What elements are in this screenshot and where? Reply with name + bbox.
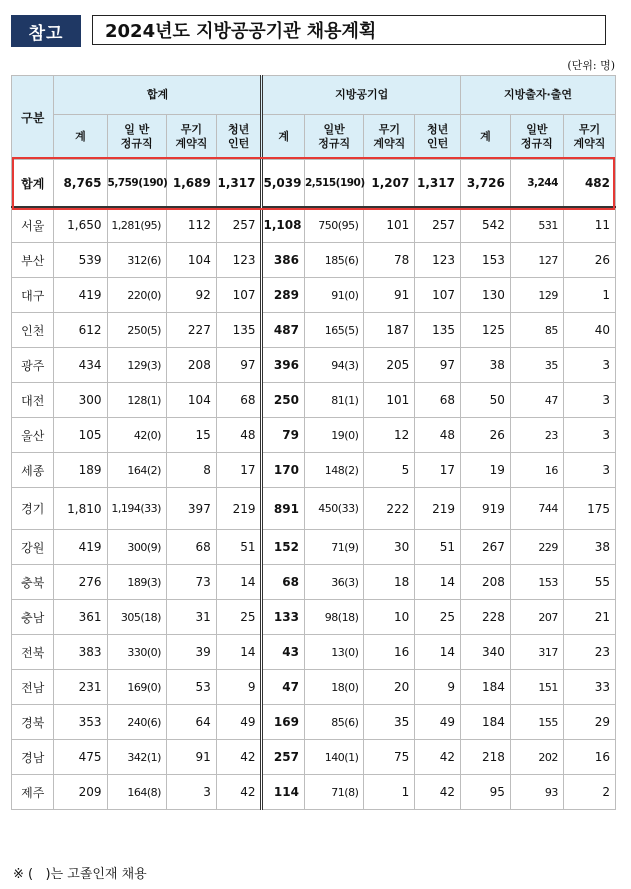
cell-t-con: 208: [166, 348, 216, 383]
cell-t-int: 1,317: [216, 160, 262, 208]
col-enterprise-contract: 무기 계약직: [364, 115, 415, 160]
cell-e-reg: 750(95): [304, 207, 363, 243]
cell-a-con: 40: [563, 313, 615, 348]
cell-e-sum: 68: [262, 565, 304, 600]
cell-e-sum: 47: [262, 670, 304, 705]
cell-t-reg: 164(2): [107, 453, 166, 488]
cell-e-con: 222: [364, 488, 415, 530]
cell-a-con: 16: [563, 740, 615, 775]
cell-e-reg: 94(3): [304, 348, 363, 383]
cell-e-sum: 43: [262, 635, 304, 670]
cell-e-int: 14: [415, 635, 461, 670]
col-total-sum: 계: [54, 115, 107, 160]
cell-t-int: 257: [216, 207, 262, 243]
table-row: [12, 600, 616, 635]
cell-a-reg: 23: [510, 418, 563, 453]
cell-e-con: 101: [364, 207, 415, 243]
cell-e-sum: 250: [262, 383, 304, 418]
cell-t-sum: 353: [54, 705, 107, 740]
cell-t-reg: 164(8): [107, 775, 166, 810]
col-enterprise-intern: 청년 인턴: [415, 115, 461, 160]
cell-e-reg: 85(6): [304, 705, 363, 740]
cell-t-sum: 209: [54, 775, 107, 810]
cell-e-sum: 133: [262, 600, 304, 635]
cell-e-int: 25: [415, 600, 461, 635]
cell-a-reg: 207: [510, 600, 563, 635]
cell-t-reg: 342(1): [107, 740, 166, 775]
cell-e-int: 51: [415, 530, 461, 565]
table-row: [12, 383, 616, 418]
cell-a-reg: 229: [510, 530, 563, 565]
cell-t-con: 68: [166, 530, 216, 565]
cell-t-reg: 189(3): [107, 565, 166, 600]
cell-t-con: 91: [166, 740, 216, 775]
region-cell: 전북: [12, 635, 54, 670]
cell-t-reg: 1,194(33): [107, 488, 166, 530]
cell-a-sum: 50: [460, 383, 510, 418]
region-cell: 경기: [12, 488, 54, 530]
cell-e-int: 48: [415, 418, 461, 453]
cell-t-reg: 312(6): [107, 243, 166, 278]
cell-t-reg: 300(9): [107, 530, 166, 565]
region-cell: 충남: [12, 600, 54, 635]
cell-e-sum: 152: [262, 530, 304, 565]
col-enterprise-sum: 계: [262, 115, 304, 160]
region-cell: 세종: [12, 453, 54, 488]
table-row: [12, 705, 616, 740]
cell-e-sum: 396: [262, 348, 304, 383]
cell-t-con: 64: [166, 705, 216, 740]
cell-a-con: 1: [563, 278, 615, 313]
cell-t-int: 48: [216, 418, 262, 453]
col-agency-sum: 계: [460, 115, 510, 160]
cell-e-reg: 140(1): [304, 740, 363, 775]
cell-e-int: 123: [415, 243, 461, 278]
cell-e-int: 219: [415, 488, 461, 530]
cell-e-con: 1: [364, 775, 415, 810]
cell-a-reg: 155: [510, 705, 563, 740]
region-cell: 제주: [12, 775, 54, 810]
cell-a-sum: 228: [460, 600, 510, 635]
cell-t-int: 97: [216, 348, 262, 383]
cell-e-reg: 13(0): [304, 635, 363, 670]
region-cell: 강원: [12, 530, 54, 565]
cell-e-con: 12: [364, 418, 415, 453]
cell-t-sum: 612: [54, 313, 107, 348]
cell-a-reg: 35: [510, 348, 563, 383]
cell-e-con: 205: [364, 348, 415, 383]
table-row: [12, 418, 616, 453]
cell-t-con: 53: [166, 670, 216, 705]
cell-a-reg: 129: [510, 278, 563, 313]
cell-a-sum: 95: [460, 775, 510, 810]
cell-e-reg: 450(33): [304, 488, 363, 530]
cell-e-int: 14: [415, 565, 461, 600]
cell-a-con: 21: [563, 600, 615, 635]
col-region-header: 구분: [12, 76, 54, 160]
cell-a-reg: 85: [510, 313, 563, 348]
cell-a-con: 3: [563, 418, 615, 453]
cell-e-reg: 165(5): [304, 313, 363, 348]
cell-t-con: 112: [166, 207, 216, 243]
cell-e-int: 97: [415, 348, 461, 383]
cell-a-sum: 919: [460, 488, 510, 530]
cell-a-sum: 340: [460, 635, 510, 670]
region-cell: 전남: [12, 670, 54, 705]
cell-e-con: 78: [364, 243, 415, 278]
cell-t-sum: 434: [54, 348, 107, 383]
table-row: [12, 488, 616, 530]
hiring-plan-table: [11, 75, 616, 810]
cell-a-reg: 93: [510, 775, 563, 810]
cell-e-reg: 91(0): [304, 278, 363, 313]
cell-a-sum: 267: [460, 530, 510, 565]
cell-a-con: 2: [563, 775, 615, 810]
cell-t-reg: 42(0): [107, 418, 166, 453]
cell-e-reg: 36(3): [304, 565, 363, 600]
cell-t-int: 68: [216, 383, 262, 418]
region-cell: 충북: [12, 565, 54, 600]
cell-t-sum: 475: [54, 740, 107, 775]
cell-t-sum: 231: [54, 670, 107, 705]
cell-t-sum: 419: [54, 530, 107, 565]
cell-a-con: 29: [563, 705, 615, 740]
cell-e-reg: 81(1): [304, 383, 363, 418]
cell-e-con: 16: [364, 635, 415, 670]
cell-a-con: 3: [563, 453, 615, 488]
cell-e-sum: 79: [262, 418, 304, 453]
region-cell: 서울: [12, 207, 54, 243]
table-row: [12, 313, 616, 348]
cell-t-int: 42: [216, 775, 262, 810]
cell-t-con: 73: [166, 565, 216, 600]
cell-a-sum: 208: [460, 565, 510, 600]
cell-t-con: 227: [166, 313, 216, 348]
cell-t-sum: 1,650: [54, 207, 107, 243]
table-row: [12, 775, 616, 810]
cell-a-con: 11: [563, 207, 615, 243]
cell-a-sum: 184: [460, 705, 510, 740]
cell-t-int: 135: [216, 313, 262, 348]
cell-e-sum: 169: [262, 705, 304, 740]
cell-t-reg: 220(0): [107, 278, 166, 313]
cell-a-sum: 3,726: [460, 160, 510, 208]
cell-t-sum: 276: [54, 565, 107, 600]
cell-t-sum: 539: [54, 243, 107, 278]
cell-a-sum: 38: [460, 348, 510, 383]
cell-a-sum: 26: [460, 418, 510, 453]
region-cell: 울산: [12, 418, 54, 453]
cell-t-reg: 330(0): [107, 635, 166, 670]
cell-t-con: 3: [166, 775, 216, 810]
cell-t-int: 51: [216, 530, 262, 565]
cell-t-con: 104: [166, 383, 216, 418]
cell-t-reg: 5,759(190): [107, 160, 166, 208]
cell-t-con: 8: [166, 453, 216, 488]
col-enterprise-regular: 일반 정규직: [304, 115, 363, 160]
cell-e-sum: 5,039: [262, 160, 304, 208]
cell-a-con: 26: [563, 243, 615, 278]
cell-e-sum: 386: [262, 243, 304, 278]
region-cell: 경북: [12, 705, 54, 740]
cell-a-sum: 153: [460, 243, 510, 278]
cell-t-con: 15: [166, 418, 216, 453]
cell-e-reg: 148(2): [304, 453, 363, 488]
cell-e-con: 20: [364, 670, 415, 705]
cell-a-sum: 184: [460, 670, 510, 705]
cell-a-reg: 317: [510, 635, 563, 670]
cell-t-sum: 300: [54, 383, 107, 418]
cell-t-reg: 305(18): [107, 600, 166, 635]
cell-t-int: 107: [216, 278, 262, 313]
cell-e-int: 1,317: [415, 160, 461, 208]
cell-e-con: 101: [364, 383, 415, 418]
cell-e-sum: 114: [262, 775, 304, 810]
cell-e-reg: 185(6): [304, 243, 363, 278]
cell-e-int: 49: [415, 705, 461, 740]
unit-label: (단위: 명): [567, 59, 615, 72]
total-row: [12, 160, 616, 208]
cell-t-int: 9: [216, 670, 262, 705]
cell-t-sum: 105: [54, 418, 107, 453]
table-row: [12, 635, 616, 670]
cell-e-int: 17: [415, 453, 461, 488]
cell-e-int: 42: [415, 775, 461, 810]
cell-a-sum: 19: [460, 453, 510, 488]
region-cell: 경남: [12, 740, 54, 775]
cell-e-reg: 98(18): [304, 600, 363, 635]
cell-a-con: 23: [563, 635, 615, 670]
cell-t-int: 25: [216, 600, 262, 635]
cell-a-con: 55: [563, 565, 615, 600]
cell-t-con: 31: [166, 600, 216, 635]
cell-t-reg: 240(6): [107, 705, 166, 740]
cell-t-int: 219: [216, 488, 262, 530]
cell-a-reg: 744: [510, 488, 563, 530]
cell-a-con: 3: [563, 383, 615, 418]
cell-t-sum: 8,765: [54, 160, 107, 208]
cell-a-sum: 130: [460, 278, 510, 313]
col-agency-contract: 무기 계약직: [563, 115, 615, 160]
table-row: [12, 278, 616, 313]
cell-t-sum: 1,810: [54, 488, 107, 530]
group-total-header: 합계: [54, 76, 262, 115]
table-row: [12, 565, 616, 600]
cell-t-reg: 169(0): [107, 670, 166, 705]
region-cell: 합계: [12, 160, 54, 208]
cell-e-con: 30: [364, 530, 415, 565]
cell-e-con: 187: [364, 313, 415, 348]
cell-e-con: 1,207: [364, 160, 415, 208]
group-enterprise-header: 지방공기업: [262, 76, 460, 115]
cell-e-int: 9: [415, 670, 461, 705]
cell-t-sum: 419: [54, 278, 107, 313]
cell-a-sum: 542: [460, 207, 510, 243]
col-total-regular: 일 반 정규직: [107, 115, 166, 160]
cell-a-reg: 531: [510, 207, 563, 243]
cell-t-con: 1,689: [166, 160, 216, 208]
cell-a-sum: 125: [460, 313, 510, 348]
cell-t-int: 49: [216, 705, 262, 740]
cell-e-reg: 19(0): [304, 418, 363, 453]
col-total-contract: 무기 계약직: [166, 115, 216, 160]
cell-e-int: 42: [415, 740, 461, 775]
cell-e-con: 91: [364, 278, 415, 313]
cell-a-reg: 151: [510, 670, 563, 705]
cell-a-con: 38: [563, 530, 615, 565]
section-badge: 참고: [11, 15, 81, 47]
cell-a-con: 33: [563, 670, 615, 705]
table-row: [12, 348, 616, 383]
cell-e-reg: 71(9): [304, 530, 363, 565]
cell-e-reg: 71(8): [304, 775, 363, 810]
cell-e-int: 257: [415, 207, 461, 243]
cell-t-int: 14: [216, 565, 262, 600]
cell-a-con: 482: [563, 160, 615, 208]
cell-a-reg: 153: [510, 565, 563, 600]
cell-e-reg: 18(0): [304, 670, 363, 705]
cell-a-sum: 218: [460, 740, 510, 775]
cell-e-int: 107: [415, 278, 461, 313]
cell-e-sum: 487: [262, 313, 304, 348]
cell-a-reg: 47: [510, 383, 563, 418]
cell-t-con: 397: [166, 488, 216, 530]
cell-e-sum: 1,108: [262, 207, 304, 243]
cell-t-sum: 383: [54, 635, 107, 670]
cell-e-sum: 891: [262, 488, 304, 530]
cell-e-sum: 257: [262, 740, 304, 775]
cell-e-int: 68: [415, 383, 461, 418]
cell-t-int: 42: [216, 740, 262, 775]
cell-t-int: 17: [216, 453, 262, 488]
cell-e-sum: 170: [262, 453, 304, 488]
cell-t-reg: 1,281(95): [107, 207, 166, 243]
cell-e-sum: 289: [262, 278, 304, 313]
cell-a-reg: 16: [510, 453, 563, 488]
cell-t-int: 123: [216, 243, 262, 278]
cell-e-reg: 2,515(190): [304, 160, 363, 208]
region-cell: 광주: [12, 348, 54, 383]
col-agency-regular: 일반 정규직: [510, 115, 563, 160]
page-title: [92, 15, 606, 45]
page-title-text: 2024년도 지방공공기관 채용계획: [105, 21, 377, 42]
table-row: [12, 243, 616, 278]
col-total-intern: 청년 인턴: [216, 115, 262, 160]
cell-e-con: 10: [364, 600, 415, 635]
cell-t-con: 39: [166, 635, 216, 670]
cell-t-sum: 361: [54, 600, 107, 635]
cell-e-con: 35: [364, 705, 415, 740]
footnote: ※ ( )는 고졸인재 채용: [13, 867, 147, 882]
cell-e-con: 5: [364, 453, 415, 488]
cell-a-con: 3: [563, 348, 615, 383]
cell-t-con: 92: [166, 278, 216, 313]
cell-t-reg: 129(3): [107, 348, 166, 383]
table-row: [12, 740, 616, 775]
table-row: [12, 453, 616, 488]
region-cell: 부산: [12, 243, 54, 278]
cell-a-con: 175: [563, 488, 615, 530]
cell-t-reg: 250(5): [107, 313, 166, 348]
cell-a-reg: 202: [510, 740, 563, 775]
cell-t-reg: 128(1): [107, 383, 166, 418]
cell-a-reg: 127: [510, 243, 563, 278]
table-row: [12, 207, 616, 243]
cell-t-con: 104: [166, 243, 216, 278]
cell-e-int: 135: [415, 313, 461, 348]
table-row: [12, 670, 616, 705]
cell-a-reg: 3,244: [510, 160, 563, 208]
cell-t-int: 14: [216, 635, 262, 670]
group-agency-header: 지방출자·출연: [460, 76, 615, 115]
cell-e-con: 18: [364, 565, 415, 600]
cell-t-sum: 189: [54, 453, 107, 488]
region-cell: 인천: [12, 313, 54, 348]
cell-e-con: 75: [364, 740, 415, 775]
table-row: [12, 530, 616, 565]
region-cell: 대전: [12, 383, 54, 418]
region-cell: 대구: [12, 278, 54, 313]
